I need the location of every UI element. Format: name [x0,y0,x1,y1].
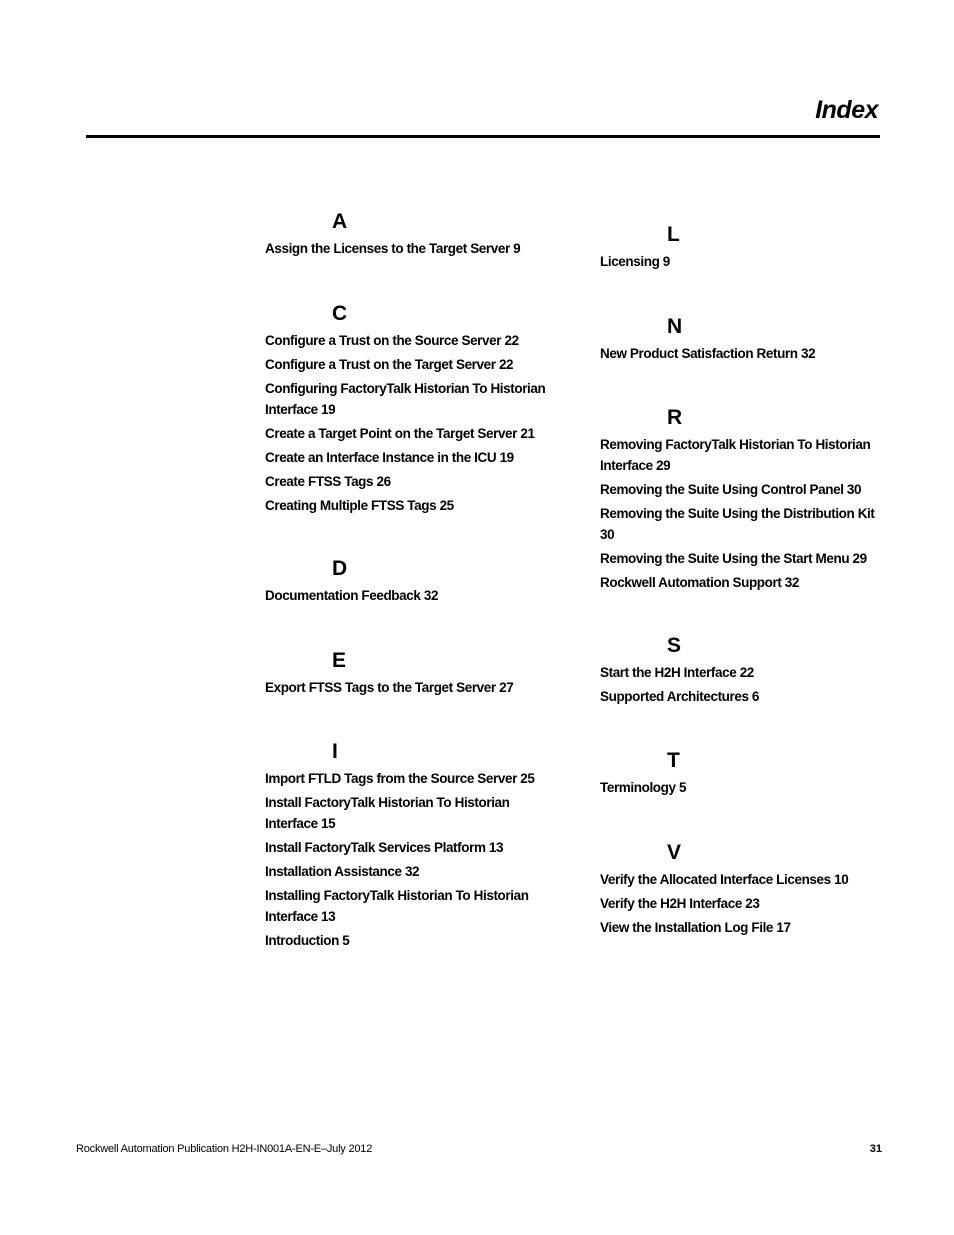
index-entry[interactable]: Removing the Suite Using Control Panel 30 [600,482,862,497]
index-entry[interactable]: Creating Multiple FTSS Tags 25 [265,498,454,513]
index-entry[interactable]: Export FTSS Tags to the Target Server 27 [265,680,514,695]
index-entry[interactable]: View the Installation Log File 17 [600,920,791,935]
index-entry[interactable]: Supported Architectures 6 [600,689,760,704]
entry-list [265,238,555,262]
index-entry[interactable]: Assign the Licenses to the Target Server 9 [265,241,521,256]
section-letter: N [667,315,683,338]
entry-list [600,777,882,801]
entry-list [600,662,882,710]
entry-list [265,330,555,519]
entry-list [265,768,555,954]
section-letter: I [332,740,338,763]
entry-list [600,869,882,941]
index-entry[interactable]: Removing the Suite Using the Start Menu 29 [600,551,867,566]
section-letter: S [667,634,682,657]
section-letter: T [667,749,680,772]
index-entry[interactable]: Rockwell Automation Support 32 [600,575,800,590]
index-entry[interactable]: Install FactoryTalk Services Platform 13 [265,840,504,855]
index-entry[interactable]: Install FactoryTalk Historian To Historian Interface 15 [265,795,510,831]
index-entry[interactable]: Create a Target Point on the Target Server 21 [265,426,535,441]
index-entry[interactable]: Terminology 5 [600,780,687,795]
index-entry[interactable]: Configure a Trust on the Target Server 22 [265,357,514,372]
index-entry[interactable]: Installation Assistance 32 [265,864,420,879]
index-entry[interactable]: Removing FactoryTalk Historian To Historian Interface 29 [600,437,871,473]
index-entry[interactable]: Start the H2H Interface 22 [600,665,754,680]
entry-list [600,251,882,275]
index-entry[interactable]: Removing the Suite Using the Distribution Kit 30 [600,506,875,542]
footer-publication: Rockwell Automation Publication H2H-IN001A-EN-E–July 2012 [76,1143,373,1155]
section-letter: V [667,841,682,864]
index-entry[interactable]: Licensing 9 [600,254,670,269]
index-entry[interactable]: Verify the Allocated Interface Licenses 10 [600,872,849,887]
index-entry[interactable]: Configuring FactoryTalk Historian To Historian Interface 19 [265,381,546,417]
title-rule [86,135,880,138]
footer-page-number: 31 [869,1143,882,1155]
section-letter: R [667,406,683,429]
entry-list [265,677,555,701]
section-letter: D [332,557,348,580]
index-entry[interactable]: Import FTLD Tags from the Source Server 25 [265,771,535,786]
section-letter: C [332,302,348,325]
index-entry[interactable]: Create FTSS Tags 26 [265,474,391,489]
entry-list [600,343,882,367]
section-letter: E [332,649,347,672]
index-entry[interactable]: Verify the H2H Interface 23 [600,896,760,911]
section-letter: L [667,223,680,246]
index-entry[interactable]: Installing FactoryTalk Historian To Historian Interface 13 [265,888,529,924]
index-entry[interactable]: Configure a Trust on the Source Server 22 [265,333,519,348]
entry-list [265,585,555,609]
section-letter: A [332,210,348,233]
page-title: Index [815,96,878,124]
index-entry[interactable]: Create an Interface Instance in the ICU 19 [265,450,514,465]
index-entry[interactable]: New Product Satisfaction Return 32 [600,346,816,361]
index-entry[interactable]: Introduction 5 [265,933,350,948]
entry-list [600,434,882,596]
index-entry[interactable]: Documentation Feedback 32 [265,588,439,603]
